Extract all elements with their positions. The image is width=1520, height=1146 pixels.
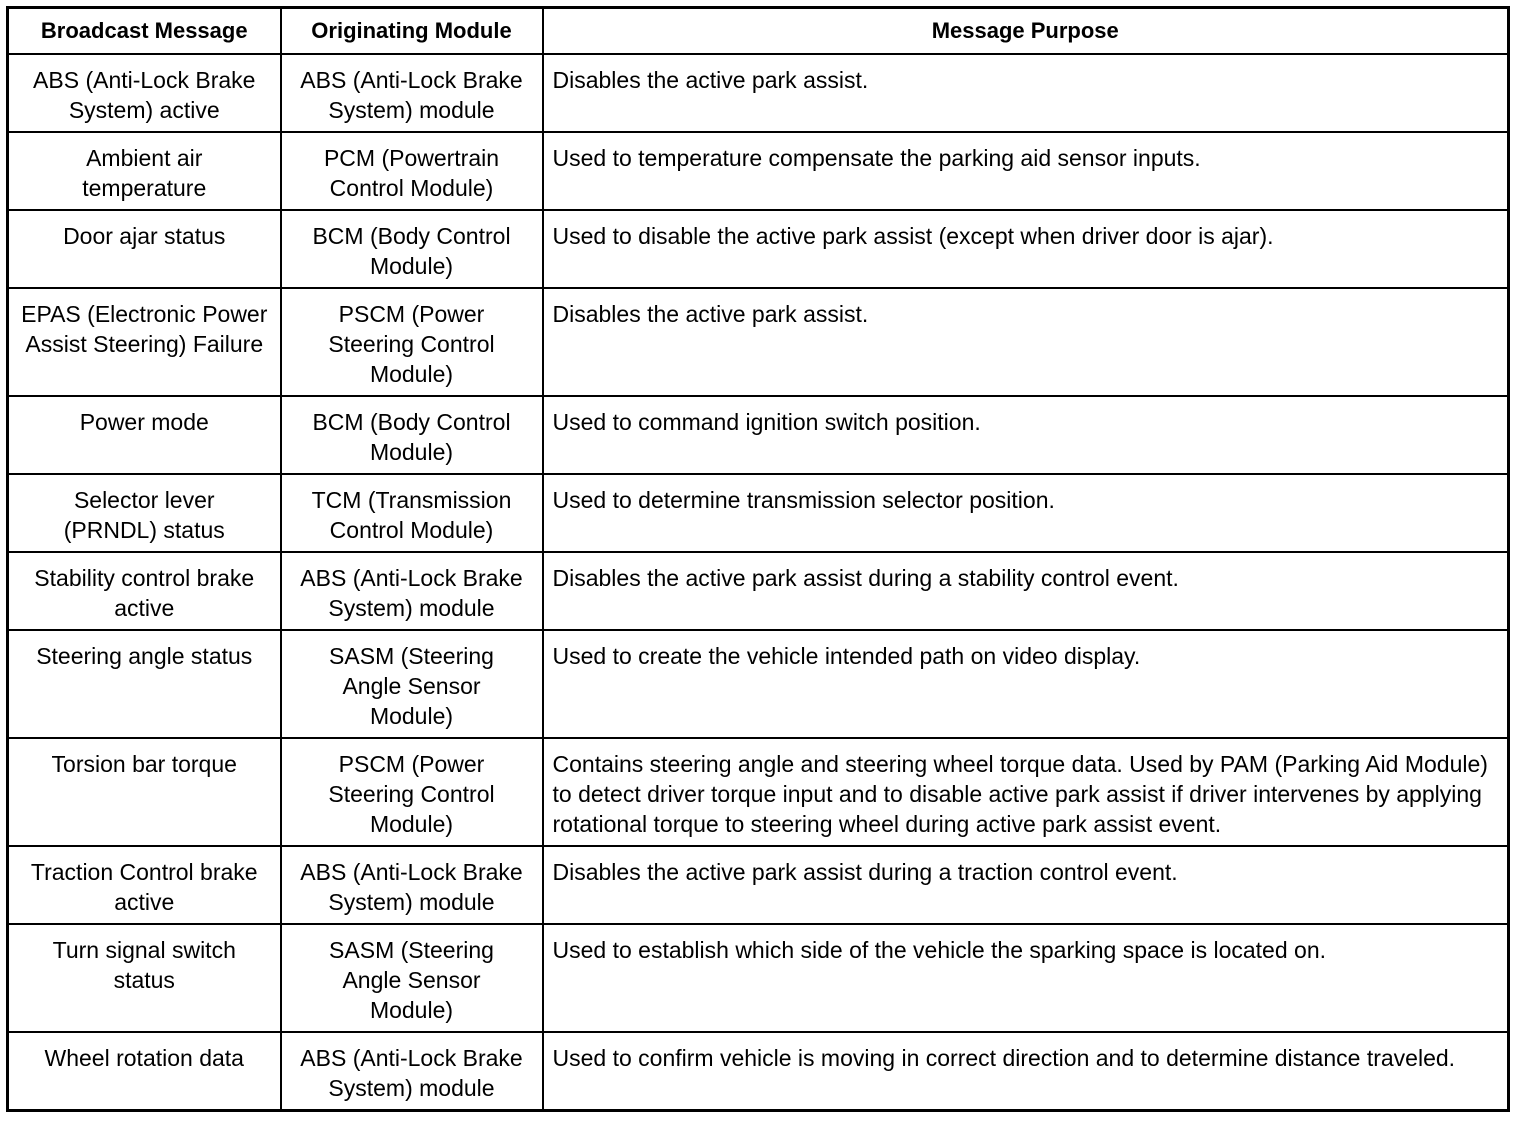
table-row (8, 924, 1509, 1032)
originating-module-cell (281, 132, 543, 210)
broadcast-message-table (6, 6, 1510, 1112)
broadcast-message-text: Ambient air temperature (82, 145, 207, 201)
table-row (8, 738, 1509, 846)
broadcast-message-text: Stability control brake active (34, 565, 255, 621)
originating-module-cell (281, 54, 543, 132)
broadcast-message-text: Selector lever (PRNDL) status (63, 487, 225, 543)
table-header-row (8, 8, 1509, 55)
originating-module-text: PSCM (Power Steering Control Module) (328, 301, 495, 387)
originating-module-cell (281, 552, 543, 630)
originating-module-text: BCM (Body Control Module) (312, 409, 511, 465)
message-purpose-cell: Contains steering angle and steering wheel torque data. Used by PAM (Parking Aid Module) to detect driver torque input and to disable active park assist if driver intervenes by applying rotational torque to steering wheel during active park assist event. (543, 738, 1509, 846)
originating-module-text: ABS (Anti-Lock Brake System) module (300, 1045, 523, 1101)
originating-module-text: PSCM (Power Steering Control Module) (328, 751, 495, 837)
originating-module-text: BCM (Body Control Module) (312, 223, 511, 279)
message-purpose-cell: Used to disable the active park assist (except when driver door is ajar). (543, 210, 1509, 288)
originating-module-text: PCM (Powertrain Control Module) (323, 145, 500, 201)
broadcast-message-cell (8, 54, 281, 132)
message-purpose-cell: Used to confirm vehicle is moving in correct direction and to determine distance traveled. (543, 1032, 1509, 1111)
table-row (8, 1032, 1509, 1111)
originating-module-cell (281, 474, 543, 552)
broadcast-message-cell (8, 132, 281, 210)
originating-module-cell (281, 396, 543, 474)
message-purpose-cell: Used to command ignition switch position. (543, 396, 1509, 474)
table-row (8, 210, 1509, 288)
originating-module-cell (281, 210, 543, 288)
message-purpose-cell: Disables the active park assist during a traction control event. (543, 846, 1509, 924)
message-purpose-cell: Used to create the vehicle intended path on video display. (543, 630, 1509, 738)
broadcast-message-cell (8, 552, 281, 630)
broadcast-message-text: Wheel rotation data (44, 1045, 244, 1071)
broadcast-message-text: ABS (Anti-Lock Brake System) active (33, 67, 256, 123)
originating-module-text: ABS (Anti-Lock Brake System) module (300, 859, 523, 915)
broadcast-message-cell (8, 396, 281, 474)
originating-module-cell (281, 738, 543, 846)
broadcast-message-cell (8, 630, 281, 738)
broadcast-message-text: Turn signal switch status (52, 937, 236, 993)
table-row (8, 396, 1509, 474)
broadcast-message-text: Steering angle status (36, 643, 253, 669)
message-purpose-cell: Used to temperature compensate the parking aid sensor inputs. (543, 132, 1509, 210)
broadcast-message-text: Power mode (79, 409, 209, 435)
message-purpose-cell: Disables the active park assist during a stability control event. (543, 552, 1509, 630)
originating-module-cell (281, 1032, 543, 1111)
table-row (8, 132, 1509, 210)
message-purpose-cell: Disables the active park assist. (543, 54, 1509, 132)
table-row (8, 474, 1509, 552)
header-message-purpose: Message Purpose (543, 8, 1509, 55)
originating-module-cell (281, 846, 543, 924)
broadcast-message-cell (8, 924, 281, 1032)
broadcast-message-cell (8, 474, 281, 552)
table-row (8, 54, 1509, 132)
originating-module-text: SASM (Steering Angle Sensor Module) (329, 643, 494, 729)
originating-module-text: ABS (Anti-Lock Brake System) module (300, 565, 523, 621)
originating-module-cell (281, 630, 543, 738)
originating-module-cell (281, 288, 543, 396)
broadcast-message-text: Torsion bar torque (51, 751, 237, 777)
table-row (8, 288, 1509, 396)
table-row (8, 846, 1509, 924)
broadcast-message-cell (8, 288, 281, 396)
message-purpose-cell: Disables the active park assist. (543, 288, 1509, 396)
broadcast-message-cell (8, 1032, 281, 1111)
broadcast-message-cell (8, 738, 281, 846)
broadcast-message-cell (8, 210, 281, 288)
header-originating-module: Originating Module (281, 8, 543, 55)
originating-module-cell (281, 924, 543, 1032)
originating-module-text: SASM (Steering Angle Sensor Module) (329, 937, 494, 1023)
broadcast-message-text: EPAS (Electronic Power Assist Steering) Failure (21, 301, 268, 357)
header-broadcast-message: Broadcast Message (8, 8, 281, 55)
originating-module-text: TCM (Transmission Control Module) (311, 487, 512, 543)
broadcast-message-text: Traction Control brake active (30, 859, 258, 915)
broadcast-message-cell (8, 846, 281, 924)
originating-module-text: ABS (Anti-Lock Brake System) module (300, 67, 523, 123)
broadcast-message-text: Door ajar status (63, 223, 226, 249)
message-purpose-cell: Used to determine transmission selector position. (543, 474, 1509, 552)
table-row (8, 630, 1509, 738)
table-row (8, 552, 1509, 630)
message-purpose-cell: Used to establish which side of the vehicle the sparking space is located on. (543, 924, 1509, 1032)
